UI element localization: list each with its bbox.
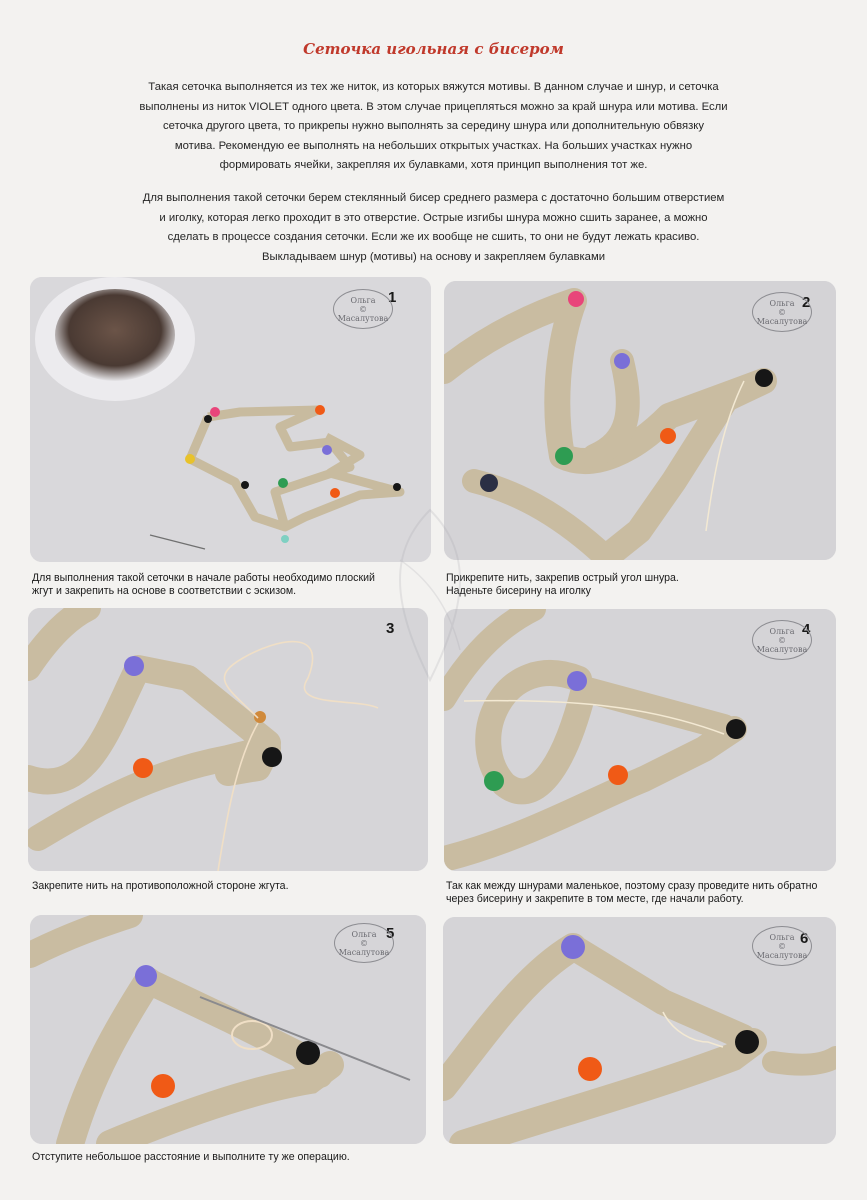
intro-paragraph-2 [92, 189, 775, 267]
page-title: Сеточка игольная с бисером [303, 40, 564, 58]
step-2-number: 2 [802, 294, 811, 311]
pin-bead [315, 405, 325, 415]
intro-line: и иголку, которая легко проходит в это отверстие. Острые изгибы шнура можно сшить заранее, а можно [159, 211, 708, 224]
intro-line: формировать ячейки, закрепляя их булавками, хотя принцип выполнения тот же. [219, 159, 648, 171]
intro-line: сделать в процессе создания сеточки. Если же их вообще не сшить, то они не будут лежать красиво. [167, 231, 700, 243]
watermark-logo: Ольга © Масалутова [333, 289, 393, 329]
intro-line: сеточка другого цвета, то прикрепы нужно выполнять за середину шнура или дополнительную обвязку [163, 120, 704, 132]
intro-line: Выкладываем шнур (мотивы) на основу и закрепляем булавками [261, 250, 606, 263]
pin-bead [608, 765, 628, 785]
pin-bead [578, 1057, 602, 1081]
pin-bead [204, 415, 212, 423]
pin-bead [330, 488, 340, 498]
pin-bead [185, 454, 195, 464]
pin-bead [278, 478, 288, 488]
pin-bead [262, 747, 282, 767]
pin-bead [241, 481, 249, 489]
pin-bead [567, 671, 587, 691]
pin-bead [393, 483, 401, 491]
step-1-number: 1 [388, 289, 397, 306]
decorative-watermark [370, 500, 490, 690]
pin-bead [484, 771, 504, 791]
cord [773, 1057, 836, 1065]
pin-bead [735, 1030, 759, 1054]
pin-bead [660, 428, 676, 444]
pin-bead [124, 656, 144, 676]
step-3-caption: Закрепите нить на противоположной стороне жгута. [32, 880, 289, 892]
beads-in-jar [55, 289, 175, 381]
step-4-number: 4 [802, 621, 811, 638]
pin-bead [568, 291, 584, 307]
pin-bead [296, 1041, 320, 1065]
step-5-number: 5 [386, 925, 395, 942]
step-3-photo [28, 608, 428, 871]
pin-bead [322, 445, 332, 455]
pin-bead [151, 1074, 175, 1098]
pin-bead [133, 758, 153, 778]
pin-bead [555, 447, 573, 465]
pin-bead [614, 353, 630, 369]
watermark-logo: Ольга © Масалутова [752, 620, 812, 660]
step-5-caption: Отступите небольшое расстояние и выполните ту же операцию. [32, 1151, 350, 1163]
intro-line: выполнены из ниток VIOLET одного цвета. В этом случае прицепляться можно за край шнура или мотива. Если [139, 100, 728, 113]
intro-line: Для выполнения такой сеточки берем стеклянный бисер среднего размера с достаточно большим отверстием [142, 192, 725, 204]
step-3-illustration [28, 608, 428, 871]
intro-line: мотива. Рекомендую ее выполнять на небольших открытых участках. На больших участках нужно [174, 139, 693, 152]
step-2-caption: Прикрепите нить, закрепив острый угол шнура. Наденьте бисерину на иголку [446, 572, 679, 597]
step-4-caption: Так как между шнурами маленькое, поэтому сразу проведите нить обратно через бисерину и закрепите в том месте, где начали работу. [446, 880, 818, 905]
glass-bead [254, 711, 266, 723]
pin-bead [135, 965, 157, 987]
pin-bead [281, 535, 289, 543]
pin-bead [755, 369, 773, 387]
watermark-logo: Ольга © Масалутова [334, 923, 394, 963]
step-1-caption: Для выполнения такой сеточки в начале работы необходимо плоский жгут и закрепить на основе в соответствии с эскизом. [32, 572, 375, 597]
step-6-number: 6 [800, 930, 809, 947]
pin-bead [210, 407, 220, 417]
intro-line: Такая сеточка выполняется из тех же ниток, из которых вяжутся мотивы. В данном случае и шнур, и сеточка [148, 81, 719, 93]
intro-paragraph-1 [92, 78, 775, 176]
watermark-logo: Ольга © Масалутова [752, 292, 812, 332]
pin-bead [726, 719, 746, 739]
pin-bead [480, 474, 498, 492]
step-3-number: 3 [386, 620, 395, 637]
watermark-logo: Ольга © Масалутова [752, 926, 812, 966]
pin-bead [561, 935, 585, 959]
